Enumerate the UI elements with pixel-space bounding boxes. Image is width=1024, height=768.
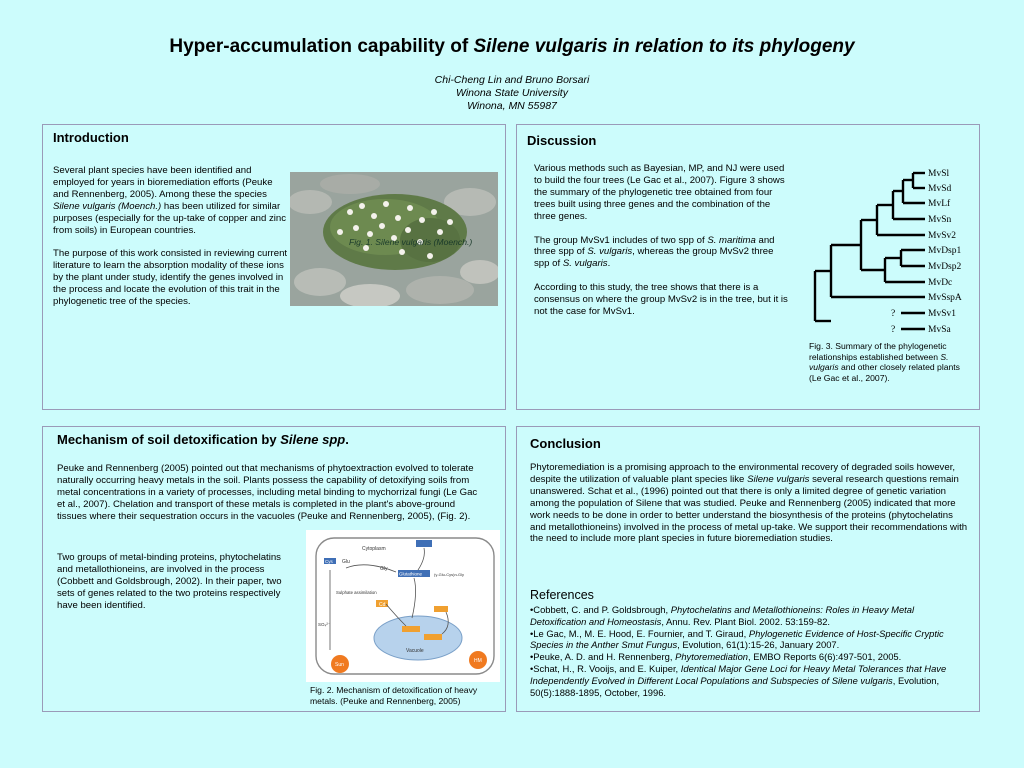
diagram-so4-label: SO₄²⁻: [318, 622, 331, 627]
reference-1: •Cobbett, C. and P. Goldsbrough, Phytochelatins and Metallothioneins: Roles in Heavy Metal Detoxification and Homeostasis, Annu. Rev. Plant Biol. 2002. 53:159-82.: [530, 604, 915, 627]
mechanism-title: Mechanism of soil detoxification by Silene spp.: [57, 432, 349, 447]
authors: Chi-Cheng Lin and Bruno Borsari: [434, 74, 590, 86]
reference-4: •Schat, H., R. Vooijs, and E. Kuiper, Identical Major Gene Loci for Heavy Metal Tolerances that Have Independently Evolved in Different Local Populations and Subspecies of Silene vulgaris, Evolution, 50(5):1888-1895, October, 1996.: [530, 662, 947, 698]
tree-question-1: ?: [891, 309, 896, 319]
tree-label-4: MvSn: [928, 215, 952, 225]
detox-diagram-svg: [306, 530, 500, 682]
tree-label-6: MvDsp1: [928, 246, 962, 256]
poster-title: Hyper-accumulation capability of Silene vulgaris in relation to its phylogeny: [169, 36, 855, 57]
tree-label-5: MvSv2: [928, 231, 956, 241]
phylogenetic-tree: [805, 158, 975, 342]
tree-label-7: MvDsp2: [928, 262, 962, 272]
diagram-glutathione-label: Glutathione: [399, 571, 423, 577]
university: Winona State University: [456, 87, 568, 99]
mechanism-paragraph-2: Two groups of metal-binding proteins, phytochelatins and metallothioneins, are involved in the process (Cobbett and Goldsbrough, 2002). In their paper, two sets of genes related to the two proteins respectively have been identified.: [57, 552, 282, 611]
tree-label-8: MvDc: [928, 278, 953, 288]
location: Winona, MN 55987: [467, 100, 557, 112]
tree-label-2: MvSd: [928, 184, 952, 194]
tree-label-1: MvSl: [928, 169, 950, 179]
fig1-caption: Fig. 1. Silene vulgaris (Moench.): [349, 237, 473, 247]
conclusion-text: Phytoremediation is a promising approach to the environmental recovery of degraded soils however, despite the utilization of valuable plant species like Silene vulgaris several research questions remain unanswered. Schat et al., (1996) pointed out that there is only a limited degree of genetic variation among the population of Silene that was studied. Peuke and Rennenberg (2005) indicated that more work needs to be done in order to better understand the biosynthesis of the proteins (phytochelatins and metallothioneins) involved in the process of metal up-take. We support their recommendations with the need to include more plant species in future bioremediation studies.: [530, 462, 968, 545]
conclusion-title: Conclusion: [530, 436, 601, 451]
discussion-title: Discussion: [527, 133, 597, 148]
diagram-sun-label: Sun: [335, 662, 344, 668]
fig2-caption: Fig. 2. Mechanism of detoxification of heavy metals. (Peuke and Rennenberg, 2005): [310, 685, 478, 706]
references-title: References: [530, 588, 594, 602]
discussion-text: [534, 163, 790, 330]
authors-block: [0, 74, 1024, 113]
introduction-text: [53, 165, 289, 320]
diagram-vacuole-label: Vacuole: [406, 648, 424, 654]
diagram-hm-label: HM: [474, 658, 482, 664]
discussion-paragraph-3: According to this study, the tree shows that there is a consensus on where the group MvSv2 is in the tree, but it is not the case for MvSv1.: [534, 282, 788, 318]
diagram-pc-label: (γ-Glu-Cys)n-Gly: [434, 572, 464, 577]
diagram-cd-label: Cd: [379, 602, 386, 608]
references-list: [530, 604, 972, 698]
tree-label-10: MvSv1: [928, 309, 956, 319]
reference-2: •Le Gac, M., M. E. Hood, E. Fournier, and T. Giraud, Phylogenetic Evidence of Host-Specific Cryptic Species in the Anther Smut Fungus, Evolution, 61(1):15-26, January 2007.: [530, 627, 944, 651]
introduction-paragraph-2: The purpose of this work consisted in reviewing current literature to learn the absorption modality of these ions by the plant under study, identify the genes involved in the process and locate the evolution of this trait in the phylogenetic tree of the species.: [53, 248, 288, 308]
diagram-cytoplasm-label: Cytoplasm: [362, 546, 386, 552]
discussion-paragraph-1: Various methods such as Bayesian, MP, and NJ were used to build the four trees (Le Gac et al., 2007). Figure 3 shows the summary of the phylogenetic tree obtained from four trees built using three genes and the combination of the three genes.: [534, 163, 785, 222]
tree-question-2: ?: [891, 325, 896, 335]
introduction-title: Introduction: [53, 130, 129, 145]
diagram-cys-label: Cys: [325, 559, 333, 564]
diagram-glu-label: Glu: [342, 559, 350, 565]
tree-label-9: MvSspA: [928, 293, 962, 303]
diagram-sulphate-label: Sulphate assimilation: [336, 590, 377, 595]
discussion-paragraph-2: The group MvSv1 includes of two spp of S. maritima and three spp of S. vulgaris, whereas the group MvSv2 three spp of S. vulgaris.: [534, 234, 775, 270]
introduction-paragraph-1: Several plant species have been identified and employed for years in bioremediation efforts (Peuke and Rennenberg, 2005). Among these the species Silene vulgaris (Moench.) has been utilized for similar purposes (especially for the up-take of copper and zinc from soils) in European countries.: [53, 165, 287, 236]
diagram-gly-label: Gly: [380, 566, 388, 572]
tree-label-3: MvLf: [928, 199, 951, 209]
mechanism-paragraph-1: Peuke and Rennenberg (2005) pointed out that mechanisms of phytoextraction evolved to tolerate naturally occurring heavy metals in the soil. Plants possess the capability of detoxifying soils from metal concentrations in a variety of processes, including metal binding to mychorrizal fungi (Le Gac et al., 2007). Chelation and transport of these metals is completed in the plant's above-ground tissues where their sequestration occurs in the vacuoles (Peuke and Rennenberg, 2005), (Fig. 2).: [57, 463, 478, 522]
reference-3: •Peuke, A. D. and H. Rennenberg, Phytoremediation, EMBO Reports 6(6):497-501, 2005.: [530, 651, 902, 663]
tree-label-11: MvSa: [928, 325, 951, 335]
detox-diagram: [306, 530, 500, 682]
fig3-caption: Fig. 3. Summary of the phylogenetic relationships established between S. vulgaris and other closely related plants (Le Gac et al., 2007).: [809, 341, 960, 383]
